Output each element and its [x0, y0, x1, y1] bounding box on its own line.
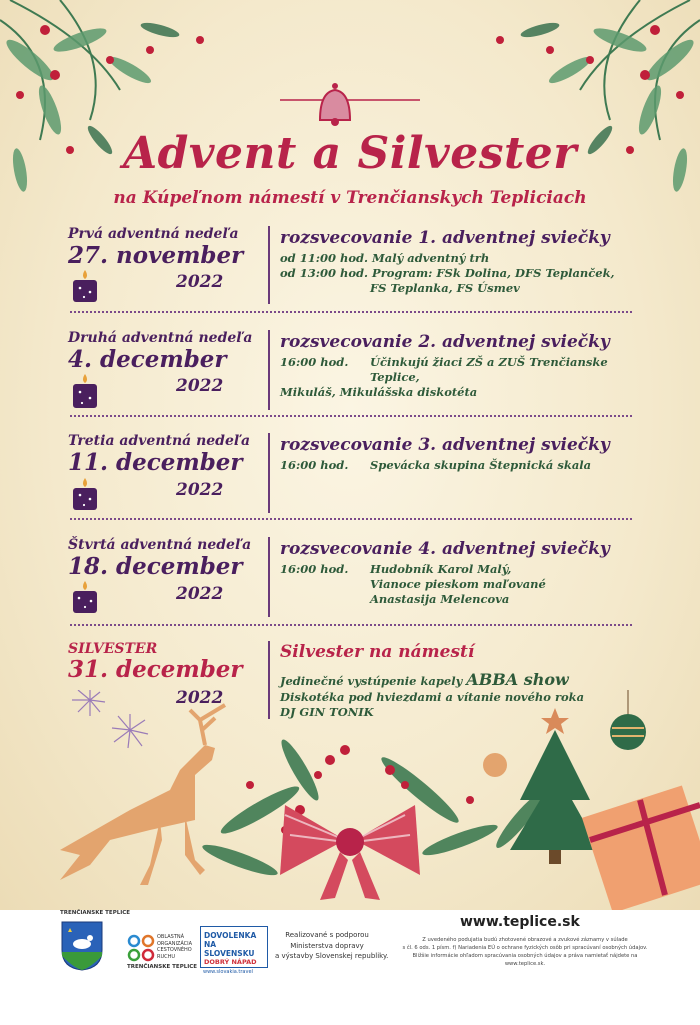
silvester-line-1-text: Jedinečné vystúpenie kapely — [280, 674, 463, 688]
candle-icon — [70, 268, 100, 304]
event-3-date: 11. december — [68, 449, 243, 476]
event-2-line-1: Účinkujú žiaci ZŠ a ZUŠ Trenčianske — [370, 355, 608, 369]
event-3-year: 2022 — [176, 480, 224, 500]
event-3-label: Tretia adventná nedeľa — [68, 433, 251, 449]
support-line-3: a výstavby Slovenskej republiky. — [275, 952, 389, 960]
event-1-line-2: od 13:00 hod. Program: FSk Dolina, DFS Teplanček, — [280, 266, 615, 280]
slovakia-line-1: DOVOLENKA NA — [204, 931, 257, 949]
slovakia-url: www.slovakia.travel — [203, 969, 253, 975]
bottom-decoration — [0, 690, 700, 910]
poster-subtitle: na Kúpeľnom námestí v Trenčianskych Tepliciach — [113, 188, 587, 208]
oocr-line-1: OBLASTNÁ — [157, 934, 185, 940]
deer-icon — [60, 705, 225, 885]
event-4-heading: rozsvecovanie 4. adventnej sviečky — [280, 539, 610, 559]
gdpr-line-2: s čl. 6 ods. 1 písm. f) Nariadenia EÚ o ochrane fyzických osôb pri spracúvaní osobných údajov. — [402, 945, 648, 951]
event-4-line-3: Anastasija Melencova — [370, 592, 510, 606]
town-coat-of-arms-icon — [60, 920, 104, 972]
oocr-logo-icon — [127, 934, 155, 962]
event-1-label: Prvá adventná nedeľa — [68, 226, 239, 242]
website-link[interactable]: www.teplice.sk — [460, 914, 580, 930]
oocr-line-4: RUCHU — [157, 953, 176, 960]
divider-vertical — [268, 433, 270, 513]
event-4-year: 2022 — [176, 584, 224, 604]
gdpr-line-1: Z uvedeného podujatia budú zhotovené obrazové a zvukové záznamy v súlade — [422, 937, 628, 943]
slovakia-line-2: SLOVENSKU — [204, 949, 255, 958]
event-1-date: 27. november — [68, 242, 244, 269]
divider-vertical — [268, 330, 270, 410]
band-name: ABBA show — [466, 670, 569, 689]
silvester-heading: Silvester na námestí — [280, 642, 475, 662]
event-1-heading: rozsvecovanie 1. adventnej sviečky — [280, 228, 610, 248]
event-3-time: 16:00 hod. — [280, 458, 349, 472]
candle-icon — [70, 579, 100, 615]
silvester-year: 2022 — [176, 688, 224, 708]
oocr-line-2: ORGANIZÁCIA — [157, 940, 193, 947]
slovakia-logo — [200, 926, 268, 968]
event-2-date: 4. december — [68, 346, 227, 373]
support-line-1: Realizované s podporou — [285, 931, 369, 939]
event-1-year: 2022 — [176, 272, 224, 292]
event-2-label: Druhá adventná nedeľa — [68, 330, 253, 346]
oocr-line-3: CESTOVNÉHO — [157, 947, 192, 953]
event-3-heading: rozsvecovanie 3. adventnej sviečky — [280, 435, 610, 455]
event-2-line-3: Mikuláš, Mikulášska diskotéta — [280, 385, 478, 399]
gdpr-text — [400, 936, 650, 968]
silvester-line-2: Diskotéka pod hviezdami a vítanie nového roka — [280, 690, 585, 704]
event-2-year: 2022 — [176, 376, 224, 396]
support-text — [275, 930, 389, 962]
divider-vertical — [268, 537, 270, 617]
event-4-time: 16:00 hod. — [280, 562, 349, 576]
event-4-date: 18. december — [68, 553, 243, 580]
bell-icon — [280, 83, 420, 126]
silvester-label: SILVESTER — [68, 641, 158, 657]
silvester-line-3: DJ GIN TONIK — [280, 705, 374, 719]
gdpr-line-3: Bližšie informácie ohľadom spracúvania osobných údajov a práva namietať nájdete na www.teplice.sk. — [412, 953, 638, 967]
event-2-heading: rozsvecovanie 2. adventnej sviečky — [280, 332, 610, 352]
divider-horizontal — [70, 518, 632, 520]
event-1-line-3: FS Teplanka, FS Úsmev — [370, 281, 520, 295]
candle-icon — [70, 372, 100, 410]
gift-icon — [582, 785, 700, 910]
divider-vertical — [268, 226, 270, 304]
slovakia-text — [204, 931, 267, 967]
firework-icon — [72, 690, 148, 748]
oocr-text — [157, 934, 192, 960]
silvester-date: 31. december — [68, 656, 243, 683]
slovakia-line-3: DOBRÝ NÁPAD — [204, 958, 257, 966]
divider-horizontal — [70, 311, 632, 313]
event-4-line-1: Hudobník Karol Malý, — [370, 562, 512, 576]
oocr-town: TRENČIANSKE TEPLICE — [127, 964, 198, 970]
silvester-line-1 — [280, 670, 569, 689]
footer — [0, 910, 700, 1025]
poster-title: Advent a Silvester — [123, 128, 577, 179]
bow-icon — [280, 805, 420, 900]
christmas-tree-icon — [510, 708, 600, 864]
divider-horizontal — [70, 415, 632, 417]
candle-icon — [70, 476, 100, 512]
divider-horizontal — [70, 624, 632, 626]
event-2-time: 16:00 hod. — [280, 355, 349, 369]
event-1-line-1: od 11:00 hod. Malý adventný trh — [280, 251, 490, 265]
town-label: TRENČIANSKE TEPLICE — [60, 910, 131, 916]
event-3-line-1: Spevácka skupina Štepnická skala — [370, 458, 592, 472]
event-4-line-2: Vianoce pieskom maľované — [370, 577, 546, 591]
event-2-line-2: Teplice, — [370, 370, 420, 384]
event-4-label: Štvrtá adventná nedeľa — [68, 537, 252, 553]
support-line-2: Ministerstva dopravy — [290, 941, 364, 950]
